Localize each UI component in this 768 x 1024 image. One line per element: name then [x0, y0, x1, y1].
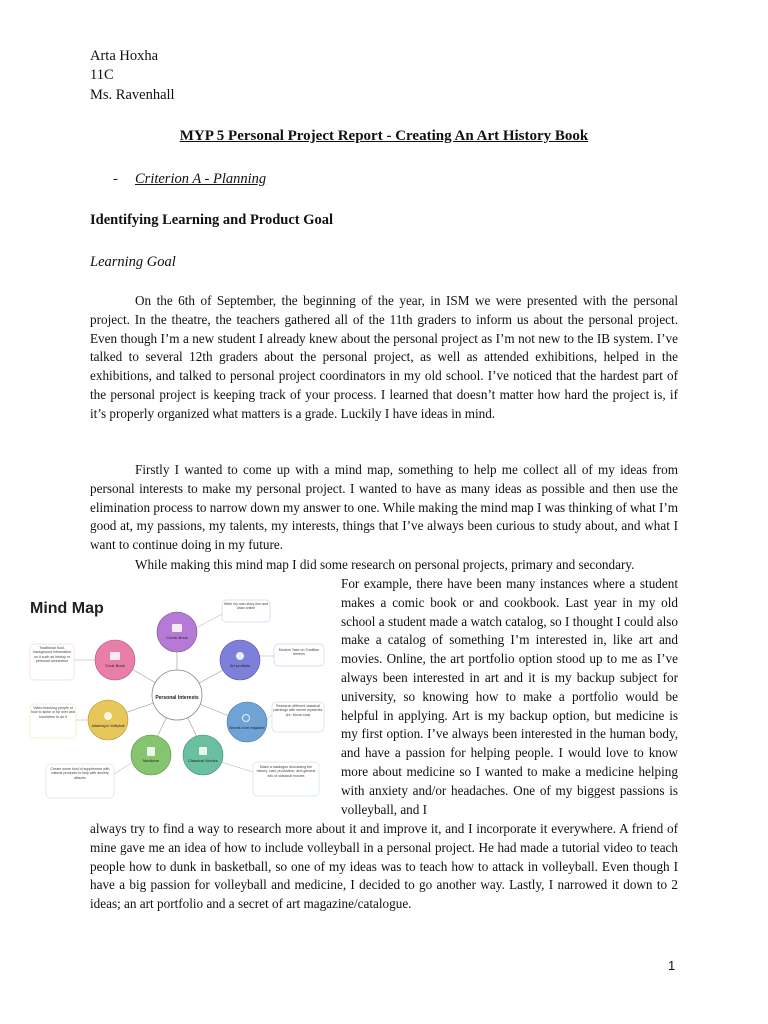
palette-icon	[236, 652, 244, 660]
report-title: MYP 5 Personal Project Report - Creating An Art History Book	[179, 128, 589, 144]
class-label: 11C	[90, 67, 114, 83]
paragraph-2: Firstly I wanted to come up with a mind map, something to help me collect all of my ideas from personal interests to make my personal project. I wanted to have as many ideas as possible and then use the elimination process to narrow down my answer to one. While making the mind map I was thinking of what I’m good at, my passions, my talents, my interests, things that I’ve always been curious to study about, and what I want to continue doing in my future.	[90, 462, 678, 553]
section-heading: Identifying Learning and Product Goal	[90, 212, 334, 228]
mind-map-diagram	[22, 592, 332, 802]
subheading-learning-goal: Learning Goal	[90, 254, 176, 270]
cookbook-icon	[110, 652, 120, 660]
author-name: Arta Hoxha	[90, 48, 159, 64]
teacher-name: Ms. Ravenhall	[90, 87, 175, 103]
node-label-attacking-volleyball: Attacking in Volleyball	[91, 724, 125, 728]
book-icon	[172, 624, 182, 632]
note-comic-book: Write my own story-line and draw online	[223, 602, 269, 611]
mind-map-figure	[22, 592, 332, 802]
mind-map-title: Mind Map	[30, 600, 104, 617]
note-cook-book: Traditional food, background information on it such as history or personal connection	[33, 646, 71, 664]
note-secrets-of-art: Research different classical paintings with secret mysteries (ex. Mona Lisa)	[273, 704, 323, 717]
note-medicine: Create some kind of supplement with natural products to help with anxiety attacks	[50, 767, 110, 780]
medicine-icon	[147, 747, 155, 756]
paragraph-1: On the 6th of September, the beginning of the year, in ISM we were presented with the personal project. In the theatre, the teachers gathered all of the 11th graders to inform us about the personal project. Even though I’m a new student I already knew about the personal project as I’m not new to the IB system. I’ve talked to several 12th graders about the personal project, as well as attended exhibitions, helped in the exhibitions, and talked to personal project coordinators in my old school. I’ve noticed that the hardest part of the personal project is keeping track of your process. I learned that doesn’t matter how hard the project is, if it’s properly organized what matters is a grade. Luckily I have ideas in mind.	[90, 293, 678, 421]
node-label-comic-book: Comic Book	[166, 635, 188, 640]
list-dash: -	[113, 171, 118, 187]
node-label-art-portfolio: Art portfolio	[229, 663, 251, 668]
node-label-medicine: Medicine	[142, 758, 160, 763]
criterion-text: Criterion A - Planning	[135, 171, 267, 187]
criterion-heading	[113, 171, 266, 188]
paragraph-3-wrapped-text: For example, there have been many instances where a student makes a comic book or and cookbook. Last year in my old school a student made a watch catalog, so I thought I could also make a catalog of something I’m interested in, like art and movies. Online, the art portfolio option stood up to me as I’ve always been interested in art and it is my backup subject for university, so knowing how to make a portfolio would be helpful in applying. Art is my backup option, but medicine is my first option. I’ve always been interested in the human body, and have a passion for helping people. I would love to know more about medicine so I wanted to make a medicine helping with anxiety and/or headaches. One of my biggest passions is volleyball, and I	[341, 576, 678, 817]
node-secrets-of-art	[227, 702, 267, 742]
note-attacking-volleyball: Video teaching people of how to spike or tip over and how/when to do it	[31, 706, 75, 719]
node-label-secrets-of-art: Secrets of art magazine	[229, 726, 265, 730]
volleyball-icon	[104, 712, 112, 720]
paragraph-3-first-line: While making this mind map I did some research on personal projects, primary and secondary.	[135, 557, 635, 572]
paragraph-3-continued: always try to find a way to research more about it and improve it, and I incorporate it everywhere. A friend of mine gave me an idea of how to include volleyball in a personal project. He had made a tutorial video to teach people how to dunk in basketball, so one of my ideas was to teach how to attack in volleyball. Even though I have a big passion for volleyball and medicine, I decided to go another way. Lastly, I narrowed it down to 2 ideas; an art portfolio and a secret of art magazine/catalogue.	[90, 821, 678, 912]
node-label-classical-movies: Classical Movies	[188, 758, 218, 763]
note-classical-movies: Make a catalogue discussing the history, cast, production, and general info of classical movies	[256, 765, 316, 778]
film-icon	[199, 747, 207, 755]
center-node-label: Personal Interests	[155, 695, 199, 701]
page-number: 1	[668, 958, 676, 973]
node-label-cook-book: Cook Book	[105, 663, 125, 668]
note-art-portfolio: Modern Take on Tradition themes	[278, 648, 320, 657]
